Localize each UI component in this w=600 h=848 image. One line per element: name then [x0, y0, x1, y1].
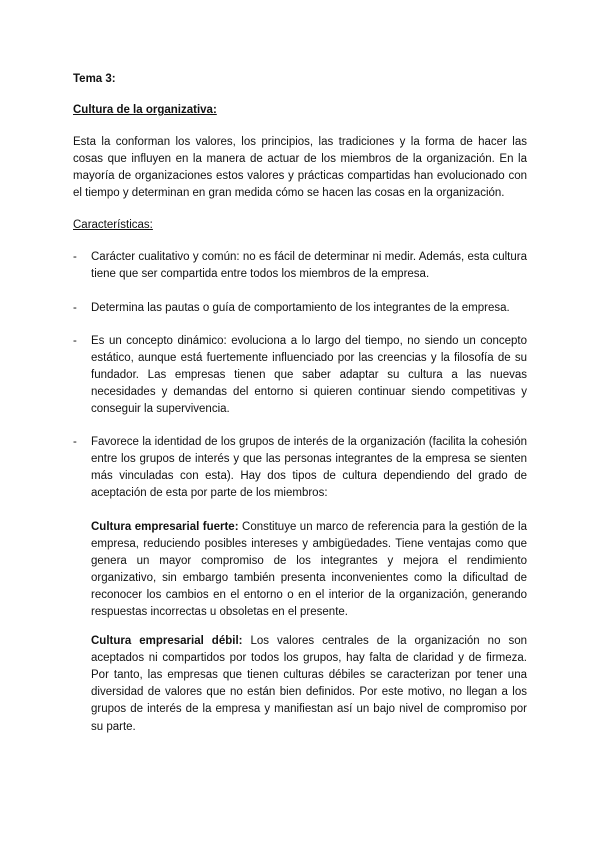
section-title-culture: Cultura de la organizativa: [73, 104, 217, 116]
list-item [73, 333, 527, 418]
list-item-text: Determina las pautas o guía de comportamiento de los integrantes de la empresa. [91, 301, 510, 314]
list-dash: - [73, 436, 77, 449]
topic-heading: Tema 3: [73, 73, 116, 85]
document-page [73, 72, 527, 736]
strong-culture-text: Constituye un marco de referencia para la gestión de la empresa, reduciendo posibles intereses y ambigüedades. Tiene ventajas como que genera un mayor compromiso de los integrantes y mejora el rendimiento organizativo, sin embargo también presenta inconvenientes como la dificultad de reconocer los cambios en el entorno o en el interior de la organización, generando respuestas incorrectas u obsoletas en el presente. [91, 520, 528, 618]
list-dash: - [73, 334, 77, 347]
strong-culture-term: Cultura empresarial fuerte: [91, 520, 239, 533]
list-item-text: Es un concepto dinámico: evoluciona a lo largo del tiempo, no siendo un concepto estático, aunque está fuertemente influenciado por las creencias y la filosofía de su fundador. Las empresas tienen que saber adaptar su cultura a las nuevas necesidades y demandas del entorno si quieren continuar siendo competitivas y conseguir la supervivencia. [91, 334, 527, 416]
list-item [73, 434, 527, 502]
weak-culture-text: Los valores centrales de la organización no son aceptados ni compartidos por todos los grupos, hay falta de claridad y de firmeza. Por tanto, las empresas que tienen culturas débiles se caracterizan por tener una diversidad de valores que no están bien definidos. Por este motivo, no llegan a los grupos de interés de la empresa y manifiestan así un bajo nivel de compromiso por su parte. [91, 635, 528, 733]
list-dash: - [73, 251, 77, 264]
list-item-text: Favorece la identidad de los grupos de interés de la organización (facilita la cohesión entre los grupos de interés y que las personas integrantes de la empresa se sienten más vinculadas con esta). Hay dos tipos de cultura dependiendo del grado de aceptación de esta por parte de los miembros: [91, 436, 527, 500]
list-dash: - [73, 301, 77, 314]
list-item [73, 300, 527, 317]
characteristics-list [73, 249, 527, 502]
culture-definition-paragraph: Esta la conforman los valores, los principios, las tradiciones y la forma de hacer las cosas que influyen en la manera de actuar de los miembros de la organización. En la mayoría de organizaciones estos valores y prácticas compartidas han evolucionado con el tiempo y determinan en gran medida cómo se hacen las cosas en la organización. [73, 136, 527, 200]
list-item-text: Carácter cualitativo y común: no es fácil de determinar ni medir. Además, esta cultura tiene que ser compartida entre todos los miembros de la empresa. [91, 251, 527, 281]
weak-culture-term: Cultura empresarial débil: [91, 635, 243, 648]
strong-culture-paragraph [73, 519, 527, 622]
section-title-characteristics: Características: [73, 219, 153, 232]
list-item [73, 249, 527, 283]
weak-culture-paragraph [73, 633, 527, 736]
